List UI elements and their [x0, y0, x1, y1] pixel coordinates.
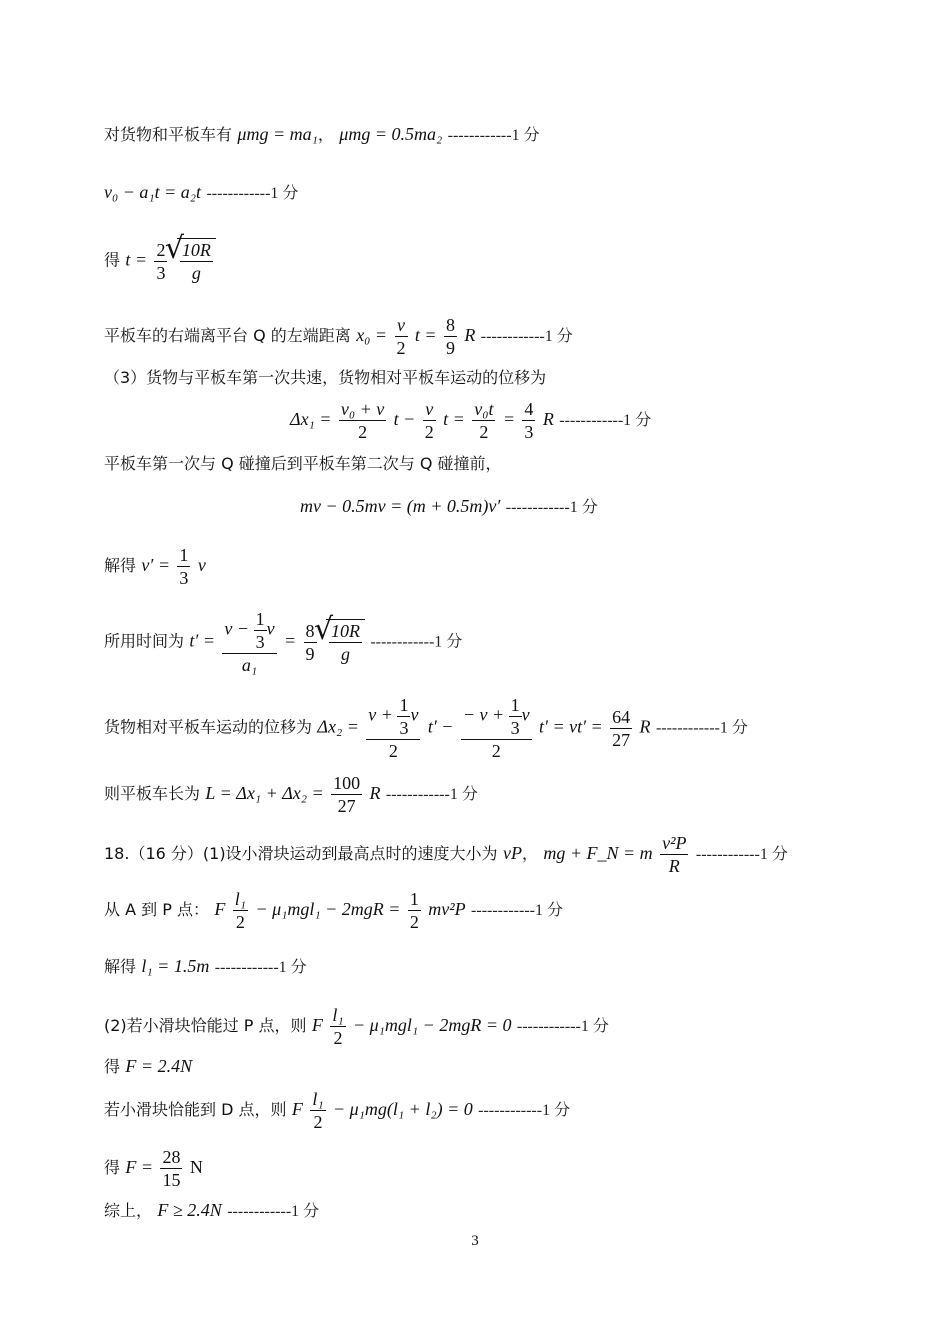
- line-14: 从 A 到 P 点： F $\frac{\text{l₁}}{2}$ − μ₁mgl₁ − 2mgR = $\frac{1}{2}$ mv²P ------------1 分: [104, 889, 563, 932]
- line-17: 得 F = 2.4N: [104, 1056, 193, 1076]
- score-mark: ------------1 分: [655, 719, 748, 737]
- score-mark: ------------1 分: [471, 902, 563, 919]
- score-mark: ------------1 分: [206, 185, 299, 202]
- line-9: 解得 v′ = $\frac{1}{3}$ v: [104, 545, 206, 588]
- score-mark: ------------1 分: [695, 846, 788, 863]
- line-15: 解得 l₁ = 1.5m ------------1 分: [104, 956, 307, 976]
- score-mark: ------------1 分: [478, 1102, 571, 1119]
- score-mark: ------------1 分: [559, 412, 652, 429]
- line-13: 18.（16 分）(1)设小滑块运动到最高点时的速度大小为 vP， mg + F_N = m $\frac{\text{v²P}}{R}$ ------------1 分: [104, 833, 788, 876]
- score-mark: ------------1 分: [214, 959, 307, 976]
- score-mark: ------------1 分: [447, 127, 540, 144]
- line-2: v₀ − a₁t = a₂t ------------1 分: [104, 182, 299, 202]
- line-8: mv − 0.5mv = (m + 0.5m)v′ ------------1 分: [300, 496, 598, 516]
- square-root: √ $\frac{10R}{g}$: [326, 619, 365, 665]
- line-11: 货物相对平板车运动的位移为 Δx₂ = v + $\frac{1}{3}$ v 2 t′ − − v + $\frac{1}{3}$ v 2 t′ = vt′ = $\frac{64}{27}$ R ------------1 分: [104, 695, 748, 761]
- line-12: 则平板车长为 L = Δx₁ + Δx₂ = $\frac{100}{27}$ R ------------1 分: [104, 773, 478, 816]
- score-mark: ------------1 分: [516, 1018, 609, 1035]
- line-19: 得 F = $\frac{28}{15}$ N: [104, 1147, 203, 1190]
- line-18: 若小滑块恰能到 D 点，则 F $\frac{\text{l₁}}{2}$ − μ₁mg(l₁ + l₂) = 0 ------------1 分: [104, 1089, 571, 1132]
- score-mark: ------------1 分: [505, 499, 598, 516]
- line-6: Δx₁ = $\frac{\text{v₀ + v}}{2}$ t − $\frac{v}{2}$ t = $\frac{\text{v₀t}}{2}$ = $\frac{4}{3}$ R ------------1 分: [290, 399, 652, 442]
- line-1: 对货物和平板车有 μmg = ma₁， μmg = 0.5ma₂ ------------1 分: [104, 124, 540, 144]
- score-mark: ------------1 分: [227, 1203, 320, 1220]
- line-10: 所用时间为 t′ = v − $\frac{1}{3}$ v a₁ = $\frac{8}{9}$ √ $\frac{10R}{g}$ ------------1 分: [104, 608, 462, 676]
- page-number: 3: [471, 1233, 479, 1249]
- score-mark: ------------1 分: [480, 328, 573, 345]
- line-5: （3）货物与平板车第一次共速，货物相对平板车运动的位移为: [104, 368, 547, 387]
- line-4: 平板车的右端离平台 Q 的左端距离 x₀ = $\frac{v}{2}$ t = $\frac{8}{9}$ R ------------1 分: [104, 315, 573, 358]
- line-3: 得 t = $\frac{2}{3}$ √ $\frac{10R}{g}$: [104, 238, 216, 284]
- square-root: √ $\frac{10R}{g}$: [177, 238, 216, 284]
- score-mark: ------------1 分: [385, 786, 478, 803]
- line-16: (2)若小滑块恰能过 P 点，则 F $\frac{\text{l₁}}{2}$ − μ₁mgl₁ − 2mgR = 0 ------------1 分: [104, 1005, 609, 1048]
- line-7: 平板车第一次与 Q 碰撞后到平板车第二次与 Q 碰撞前，: [104, 454, 502, 473]
- line-20: 综上， F ≥ 2.4N ------------1 分: [104, 1200, 320, 1220]
- fraction: $\frac{2}{3}$: [156, 239, 166, 283]
- score-mark: ------------1 分: [370, 633, 463, 651]
